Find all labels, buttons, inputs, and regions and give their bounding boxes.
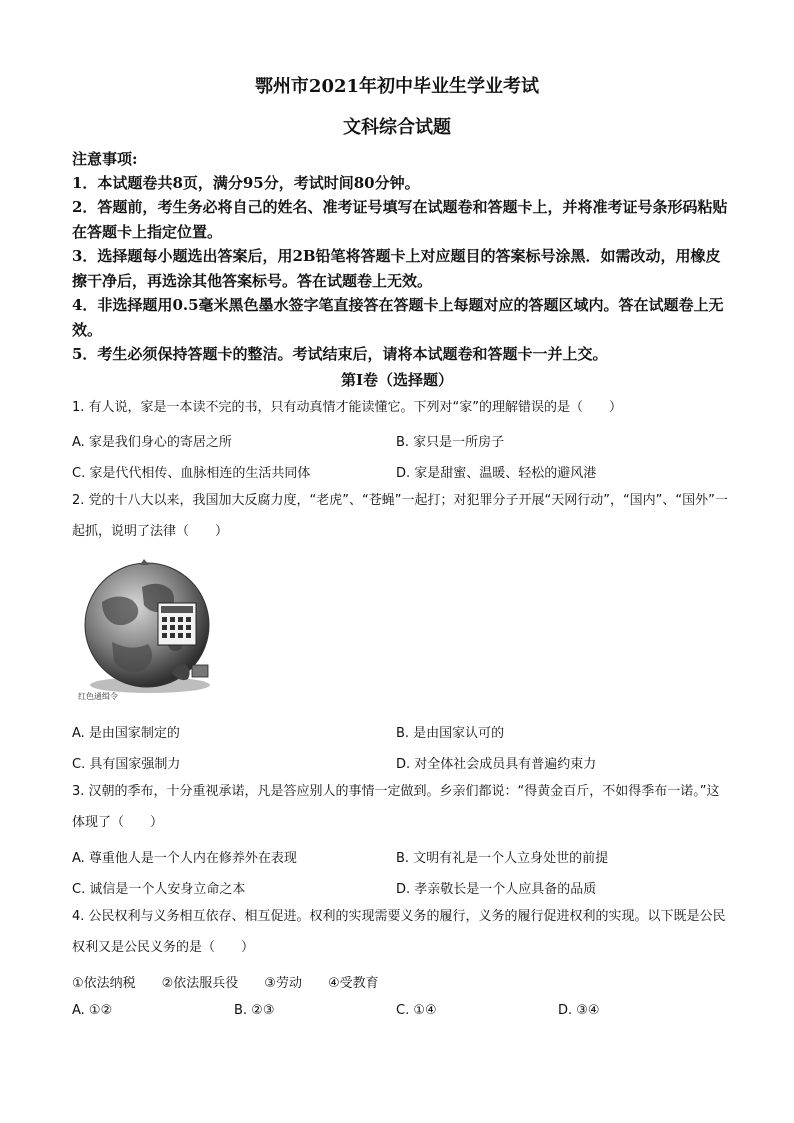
question-4-stem: 4. 公民权利与义务相互依存、相互促进。权利的实现需要义务的履行，义务的履行促进权利的实现。以下既是公民权利又是公民义务的是（ ） [72, 909, 726, 955]
section-title: 第I卷（选择题） [340, 371, 454, 389]
notice-item-5: 5．考生必须保持答题卡的整洁。考试结束后，请将本试题卷和答题卡一并上交。 [72, 345, 608, 363]
question-2-stem: 2. 党的十八大以来，我国加大反腐力度，“老虎”、“苍蝇”一起打；对犯罪分子开展“天网行动”，“国内”、“国外”一起抓，说明了法律（ ） [72, 493, 728, 539]
notice-item-2: 2．答题前，考生务必将自己的姓名、准考证号填写在试题卷和答题卡上，并将准考证号条形码粘贴在答题卡上指定位置。 [72, 198, 728, 241]
question-1-option-d: D. 家是甜蜜、温暖、轻松的避风港 [396, 466, 597, 481]
globe-caption: 红色通缉令 [78, 692, 118, 701]
exam-title: 鄂州市2021年初中毕业生学业考试 [254, 76, 540, 97]
notice-item-4: 4．非选择题用0.5毫米黑色墨水签字笔直接答在答题卡上每题对应的答题区域内。答在试题卷上无效。 [72, 296, 724, 339]
notice-item-1: 1．本试题卷共8页，满分95分，考试时间80分钟。 [72, 174, 420, 192]
question-1-option-c: C. 家是代代相传、血脉相连的生活共同体 [72, 466, 311, 481]
question-3-option-c: C. 诚信是一个人安身立命之本 [72, 882, 246, 897]
notice-item-3: 3．选择题每小题选出答案后，用2B铅笔将答题卡上对应题目的答案标号涂黑．如需改动，用橡皮擦干净后，再选涂其他答案标号。答在试题卷上无效。 [72, 247, 721, 290]
question-1-option-a: A. 家是我们身心的寄居之所 [72, 435, 232, 450]
question-3-option-b: B. 文明有礼是一个人立身处世的前提 [396, 851, 609, 866]
question-3-option-a: A. 尊重他人是一个人内在修养外在表现 [72, 851, 297, 866]
question-4-option-b: B. ②③ [234, 1003, 275, 1018]
question-3-option-d: D. 孝亲敬长是一个人应具备的品质 [396, 882, 597, 897]
question-1-stem: 1. 有人说，家是一本读不完的书，只有动真情才能读懂它。下列对“家”的理解错误的是（ ） [72, 400, 623, 415]
question-2-option-c: C. 具有国家强制力 [72, 757, 181, 772]
question-4-option-c: C. ①④ [396, 1003, 437, 1018]
globe-illustration [72, 557, 222, 707]
globe-icon [72, 557, 222, 707]
question-2-option-d: D. 对全体社会成员具有普遍约束力 [396, 757, 597, 772]
question-3-stem: 3. 汉朝的季布，十分重视承诺，凡是答应别人的事情一定做到。乡亲们都说：“得黄金百斤，不如得季布一诺。”这体现了（ ） [72, 784, 720, 830]
notice-heading: 注意事项: [72, 150, 138, 168]
exam-subtitle: 文科综合试题 [343, 117, 451, 138]
question-4-option-a: A. ①② [72, 1003, 113, 1018]
question-2-option-b: B. 是由国家认可的 [396, 726, 505, 741]
question-4-choices: ①依法纳税 ②依法服兵役 ③劳动 ④受教育 [72, 976, 379, 991]
question-2-option-a: A. 是由国家制定的 [72, 726, 180, 741]
question-4-option-d: D. ③④ [558, 1003, 600, 1018]
question-1-option-b: B. 家只是一所房子 [396, 435, 505, 450]
